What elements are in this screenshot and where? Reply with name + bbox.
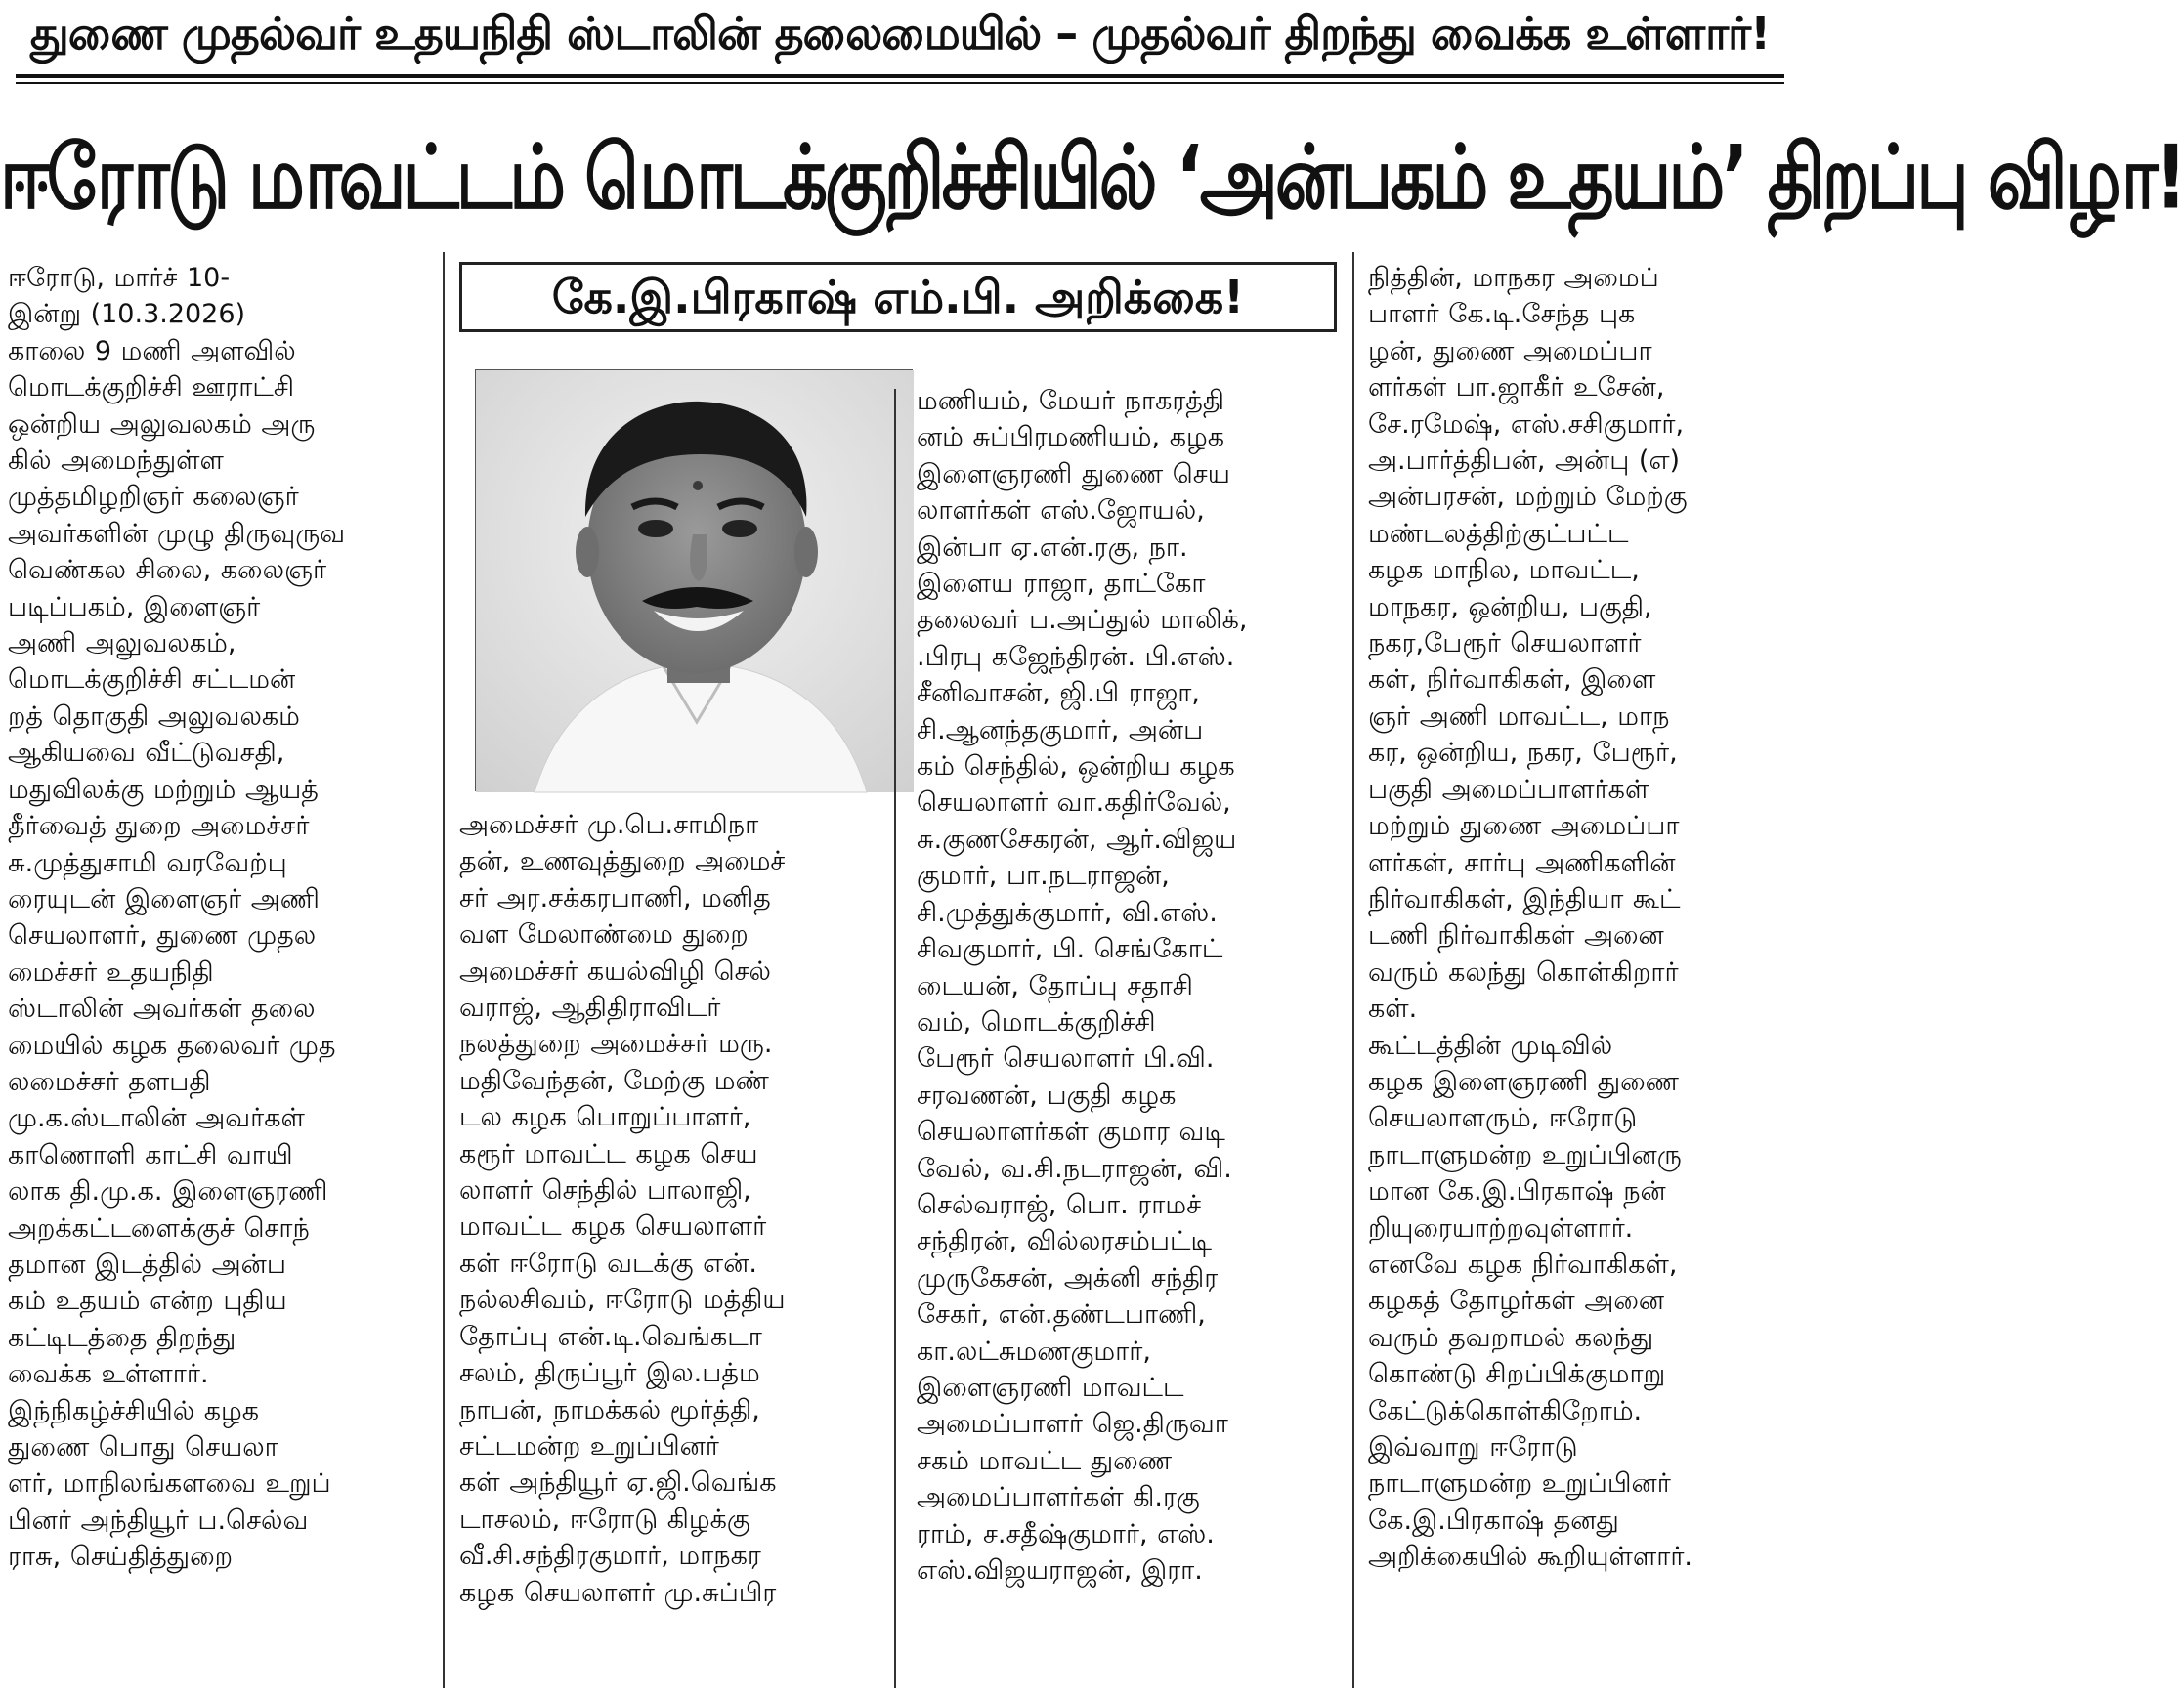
article-line: இளைய ராஜா, தாட்கோ	[917, 569, 1206, 600]
article-line: சி.ஆனந்தகுமார், அன்ப	[917, 714, 1204, 745]
article-line: மையில் கழக தலைவர் முத	[8, 1030, 336, 1061]
article-line: கூட்டத்தின் முடிவில்	[1368, 1030, 1613, 1061]
article-line: சே.ரமேஷ், எஸ்.சசிகுமார்,	[1368, 408, 1685, 440]
article-line: டாசலம், ஈரோடு கிழக்கு	[459, 1504, 750, 1535]
article-line: ரையுடன் இளைஞர் அணி	[8, 883, 320, 914]
article-line: கட்டிடத்தை திறந்து	[8, 1322, 236, 1353]
article-line: வெண்கல சிலை, கலைஞர்	[8, 555, 327, 586]
article-line: கள், நிர்வாகிகள், இளை	[1368, 664, 1656, 696]
article-line: கள் அந்தியூர் ஏ.ஜி.வெங்க	[459, 1467, 777, 1499]
header-rule-bottom	[16, 82, 1784, 84]
article-line: கொண்டு சிறப்பிக்குமாறு	[1368, 1359, 1666, 1390]
article-line: லாளர் செந்தில் பாலாஜி,	[459, 1175, 751, 1207]
article-line: ளர், மாநிலங்களவை உறுப்	[8, 1468, 331, 1500]
article-column-4	[1368, 260, 1794, 1576]
article-line: முத்தமிழறிஞர் கலைஞர்	[8, 482, 299, 513]
article-line: கழக இளைஞரணி துணை	[1368, 1066, 1680, 1097]
article-column-2	[459, 807, 885, 1611]
article-line: நாடாளுமன்ற உறுப்பினரு	[1368, 1139, 1682, 1170]
article-line: தமான இடத்தில் அன்ப	[8, 1249, 286, 1280]
article-line: சு.முத்துசாமி வரவேற்பு	[8, 847, 287, 878]
article-line: காலை 9 மணி அளவில்	[8, 335, 296, 366]
article-line: லமைச்சர் தளபதி	[8, 1066, 211, 1097]
article-line: ஒன்றிய அலுவலகம் அரு	[8, 408, 316, 440]
article-line: வள மேலாண்மை துறை	[459, 919, 749, 951]
article-line: வரும் தவறாமல் கலந்து	[1368, 1322, 1654, 1353]
article-line: சலம், திருப்பூர் இல.பத்ம	[459, 1358, 760, 1389]
column-rule-3	[1352, 252, 1354, 1688]
article-column-3	[917, 383, 1343, 1589]
article-line: நாடாளுமன்ற உறுப்பினர்	[1368, 1468, 1671, 1500]
article-line: பகுதி அமைப்பாளர்கள்	[1368, 774, 1649, 805]
article-line: சந்திரன், வில்லரசம்பட்டி	[917, 1226, 1212, 1257]
article-line: டையன், தோப்பு சதாசி	[917, 970, 1193, 1001]
article-line: றியுரையாற்றவுள்ளார்.	[1368, 1212, 1634, 1244]
article-line: ஸ்டாலின் அவர்கள் தலை	[8, 994, 316, 1025]
article-line: கழக செயலாளர் மு.சுப்பிர	[459, 1577, 777, 1608]
article-line: அணி அலுவலகம்,	[8, 628, 236, 659]
article-line: தன், உணவுத்துறை அமைச்	[459, 846, 786, 877]
article-line: மண்டலத்திற்குட்பட்ட	[1368, 518, 1629, 549]
article-line: மாவட்ட கழக செயலாளர்	[459, 1211, 767, 1243]
article-line: ளர்கள், சார்பு அணிகளின்	[1368, 847, 1676, 878]
article-line: பினர் அந்தியூர் ப.செல்வ	[8, 1505, 309, 1536]
portrait-photo	[475, 369, 913, 791]
article-line: செயலாளரும், ஈரோடு	[1368, 1103, 1638, 1134]
article-line: அமைச்சர் கயல்விழி செல்	[459, 955, 771, 987]
article-line: பேரூர் செயலாளர் பி.வி.	[917, 1043, 1215, 1075]
article-line: செயலாளர்கள் குமார வடி	[917, 1117, 1225, 1148]
article-line: கள்.	[1368, 994, 1418, 1025]
article-line: அமைப்பாளர்கள் கி.ரகு	[917, 1482, 1200, 1513]
article-line: கேட்டுக்கொள்கிறோம்.	[1368, 1395, 1643, 1426]
article-line: சட்டமன்ற உறுப்பினர்	[459, 1430, 719, 1462]
article-line: கம் செந்தில், ஒன்றிய கழக	[917, 751, 1235, 783]
article-line: மைச்சர் உதயநிதி	[8, 956, 214, 988]
article-line: ஈரோடு, மார்ச் 10-	[8, 263, 231, 293]
article-line: அ.பார்த்திபன், அன்பு (எ)	[1368, 446, 1681, 477]
article-line: பாளர் கே.டி.சேந்த புக	[1368, 299, 1636, 330]
article-line: எஸ்.விஜயராஜன், இரா.	[917, 1555, 1203, 1586]
article-line: கரூர் மாவட்ட கழக செய	[459, 1138, 758, 1169]
column-rule-2	[894, 389, 896, 1688]
kicker-headline: துணை முதல்வர் உதயநிதி ஸ்டாலின் தலைமையில் – முதல்வர் திறந்து வைக்க உள்ளார்!	[29, 7, 1771, 60]
article-line: வராஜ், ஆதிதிராவிடர்	[459, 993, 721, 1024]
article-line: ராம், ச.சதீஷ்குமார், எஸ்.	[917, 1518, 1215, 1549]
article-column-1	[8, 260, 434, 1576]
column-rule-1	[443, 252, 445, 1688]
article-line: இன்று (10.3.2026)	[8, 299, 246, 330]
article-line: தலைவர் ப.அப்துல் மாலிக்,	[917, 605, 1248, 636]
article-line: இவ்வாறு ஈரோடு	[1368, 1432, 1578, 1463]
article-line: னம் சுப்பிரமணியம், கழக	[917, 422, 1224, 453]
article-line: மான கே.இ.பிரகாஷ் நன்	[1368, 1176, 1666, 1208]
article-line: அவர்களின் முழு திருவுருவ	[8, 518, 346, 549]
article-line: கில் அமைந்துள்ள	[8, 446, 224, 477]
article-line: சிவகுமார், பி. செங்கோட்	[917, 934, 1223, 965]
article-line: செல்வராஜ், பொ. ராமச்	[917, 1189, 1202, 1220]
article-line: ழன், துணை அமைப்பா	[1368, 335, 1652, 366]
article-line: மதிவேந்தன், மேற்கு மண்	[459, 1065, 769, 1096]
article-line: சேகர், என்.தண்டபாணி,	[917, 1299, 1206, 1331]
article-line: லாக தி.மு.க. இளைஞரணி	[8, 1176, 328, 1208]
article-line: நல்லசிவம், ஈரோடு மத்திய	[459, 1285, 786, 1316]
main-headline: ஈரோடு மாவட்டம் மொடக்குறிச்சியில் ‘அன்பகம் உதயம்’ திறப்பு விழா!	[0, 125, 2184, 229]
article-line: .பிரபு கஜேந்திரன். பி.எஸ்.	[917, 641, 1235, 672]
article-line: செயலாளர் வா.கதிர்வேல்,	[917, 787, 1231, 819]
article-line: சி.முத்துக்குமார், வி.எஸ்.	[917, 897, 1218, 928]
article-line: இளைஞரணி மாவட்ட	[917, 1372, 1184, 1403]
article-line: துணை பொது செயலா	[8, 1432, 278, 1463]
article-line: சு.குணசேகரன், ஆர்.விஜய	[917, 824, 1237, 855]
article-line: ஆகியவை வீட்டுவசதி,	[8, 738, 285, 769]
article-line: கள் ஈரோடு வடக்கு என்.	[459, 1248, 758, 1279]
article-line: சீனிவாசன், ஜி.பி ராஜா,	[917, 678, 1200, 709]
article-line: கழக மாநில, மாவட்ட,	[1368, 555, 1640, 586]
article-line: இந்நிகழ்ச்சியில் கழக	[8, 1395, 260, 1426]
article-line: நாபன், நாமக்கல் மூர்த்தி,	[459, 1394, 760, 1425]
article-line: கே.இ.பிரகாஷ் தனது	[1368, 1505, 1619, 1536]
article-line: ராசு, செய்தித்துறை	[8, 1542, 233, 1573]
statement-title-box	[459, 262, 1337, 332]
article-line: தோப்பு என்.டி.வெங்கடா	[459, 1321, 762, 1352]
article-line: மொடக்குறிச்சி சட்டமன்	[8, 664, 296, 696]
article-line: நலத்துறை அமைச்சர் மரு.	[459, 1029, 773, 1060]
portrait-illustration	[476, 370, 914, 792]
article-line: வம், மொடக்குறிச்சி	[917, 1006, 1156, 1038]
article-line: குமார், பா.நடராஜன்,	[917, 861, 1170, 892]
statement-title: கே.இ.பிரகாஷ் எம்.பி. அறிக்கை!	[551, 271, 1245, 323]
article-line: அறக்கட்டளைக்குச் சொந்	[8, 1212, 310, 1244]
article-line: மணியம், மேயர் நாகரத்தி	[917, 386, 1225, 416]
article-line: சரவணன், பகுதி கழக	[917, 1080, 1177, 1111]
article-line: ளர்கள் பா.ஜாகீர் உசேன்,	[1368, 372, 1665, 403]
article-line: இன்பா ஏ.என்.ரகு, நா.	[917, 531, 1188, 563]
article-line: நித்தின், மாநகர அமைப்	[1368, 263, 1659, 293]
article-line: மொடக்குறிச்சி ஊராட்சி	[8, 372, 295, 403]
article-line: மற்றும் துணை அமைப்பா	[1368, 811, 1680, 842]
article-line: அன்பரசன், மற்றும் மேற்கு	[1368, 482, 1688, 513]
article-line: அமைப்பாளர் ஜெ.திருவா	[917, 1409, 1228, 1440]
article-line: நிர்வாகிகள், இந்தியா கூட்	[1368, 883, 1681, 914]
article-line: மதுவிலக்கு மற்றும் ஆயத்	[8, 774, 319, 805]
article-line: படிப்பகம், இளைஞர்	[8, 591, 261, 622]
article-line: வீ.சி.சந்திரகுமார், மாநகர	[459, 1541, 761, 1572]
article-line: மு.க.ஸ்டாலின் அவர்கள்	[8, 1103, 305, 1134]
article-line: வரும் கலந்து கொள்கிறார்	[1368, 956, 1679, 988]
article-line: கர, ஒன்றிய, நகர, பேரூர்,	[1368, 738, 1678, 769]
article-line: அறிக்கையில் கூறியுள்ளார்.	[1368, 1542, 1693, 1573]
article-line: காணொளி காட்சி வாயி	[8, 1139, 293, 1170]
article-line: கா.லட்சுமணகுமார்,	[917, 1336, 1151, 1367]
article-line: ஞர் அணி மாவட்ட, மாந	[1368, 700, 1670, 732]
article-line: இளைஞரணி துணை செய	[917, 458, 1230, 489]
article-line: நகர,பேரூர் செயலாளர்	[1368, 628, 1642, 659]
article-line: கம் உதயம் என்ற புதிய	[8, 1286, 287, 1317]
article-line: வைக்க உள்ளார்.	[8, 1359, 209, 1390]
article-line: வேல், வ.சி.நடராஜன், வி.	[917, 1153, 1232, 1184]
article-line: சர் அர.சக்கரபாணி, மனித	[459, 882, 771, 913]
article-line: றத் தொகுதி அலுவலகம்	[8, 700, 300, 732]
article-line: டணி நிர்வாகிகள் அனை	[1368, 920, 1664, 952]
article-line: கழகத் தோழர்கள் அனை	[1368, 1286, 1665, 1317]
article-line: லாளர்கள் எஸ்.ஜோயல்,	[917, 495, 1205, 527]
article-line: டல கழக பொறுப்பாளர்,	[459, 1102, 751, 1133]
article-line: அமைச்சர் மு.பெ.சாமிநா	[459, 810, 759, 840]
article-line: சகம் மாவட்ட துணை	[917, 1445, 1173, 1476]
article-line: மாநகர, ஒன்றிய, பகுதி,	[1368, 591, 1652, 622]
header-rule-top	[16, 74, 1784, 78]
article-line: முருகேசன், அக்னி சந்திர	[917, 1262, 1219, 1294]
article-line: செயலாளர், துணை முதல	[8, 920, 317, 952]
article-line: எனவே கழக நிர்வாகிகள்,	[1368, 1249, 1678, 1280]
article-line: தீர்வைத் துறை அமைச்சர்	[8, 811, 310, 842]
